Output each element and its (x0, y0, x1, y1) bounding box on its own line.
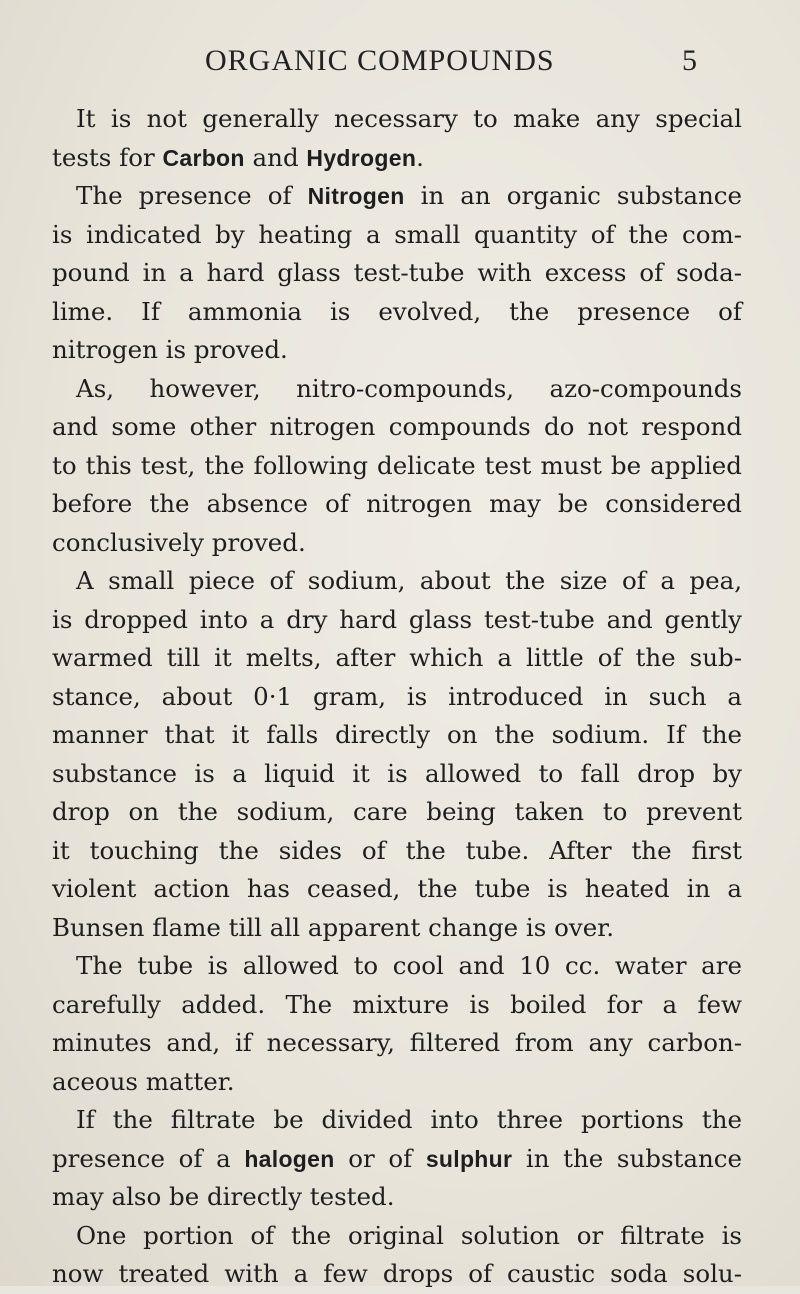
running-title: ORGANIC COMPOUNDS (205, 44, 555, 77)
text-line: drop on the sodium, care being taken to prevent (52, 797, 742, 826)
text-line: violent action has ceased, the tube is heated in a (52, 874, 742, 903)
text-line: to this test, the following delicate test must be applied (52, 450, 742, 480)
text-line: A small piece of sodium, about the size of a pea, (76, 566, 742, 595)
text-line: minutes and, if necessary, filtered from any carbon- (52, 1028, 742, 1057)
text-line: stance, about 0·1 gram, is introduced in such a (52, 681, 742, 711)
text-line: is dropped into a dry hard glass test-tube and gently (52, 604, 742, 634)
text-line: One portion of the original solution or filtrate is (76, 1220, 742, 1250)
text-line: manner that it falls directly on the sodium. If the (52, 720, 742, 749)
text-line: and some other nitrogen compounds do not respond (52, 412, 742, 441)
text-line: conclusively proved. (52, 527, 306, 557)
text-line: may also be directly tested. (52, 1182, 395, 1211)
term-carbon: Carbon (162, 144, 245, 171)
text-line: As, however, nitro-compounds, azo-compounds (76, 373, 742, 403)
page-number: 5 (682, 44, 697, 77)
text-line: presence of a halogen or of sulphur in the substance (52, 1143, 742, 1173)
text-line: nitrogen is proved. (52, 335, 288, 364)
term-sulphur: sulphur (425, 1145, 513, 1172)
text-line: It is not generally necessary to make any special (76, 104, 742, 133)
text-line: before the absence of nitrogen may be considered (52, 489, 742, 518)
text-line: Bunsen flame till all apparent change is over. (52, 912, 615, 942)
text-line: it touching the sides of the tube. After the first (52, 835, 742, 865)
text-line: substance is a liquid it is allowed to fall drop by (52, 758, 742, 788)
text-line: is indicated by heating a small quantity of the com- (52, 219, 742, 249)
text-line: tests for Carbon and Hydrogen. (52, 142, 424, 172)
term-nitrogen: Nitrogen (307, 183, 405, 209)
text-line: The tube is allowed to cool and 10 cc. water are (76, 951, 742, 980)
text-line: carefully added. The mixture is boiled for a few (52, 989, 742, 1019)
text-line: If the filtrate be divided into three portions the (76, 1105, 742, 1134)
page-header (0, 40, 800, 90)
text-line: warmed till it melts, after which a little of the sub- (52, 643, 742, 672)
body-text (52, 100, 742, 1294)
text-line: aceous matter. (52, 1066, 235, 1096)
text-line: The presence of Nitrogen in an organic substance (76, 181, 742, 210)
text-line: lime. If ammonia is evolved, the presence of (52, 296, 742, 326)
text-line: pound in a hard glass test-tube with excess of soda- (52, 258, 742, 287)
term-halogen: halogen (244, 1145, 335, 1172)
text-line: now treated with a few drops of caustic soda solu- (52, 1259, 742, 1288)
term-hydrogen: Hydrogen (306, 144, 417, 171)
